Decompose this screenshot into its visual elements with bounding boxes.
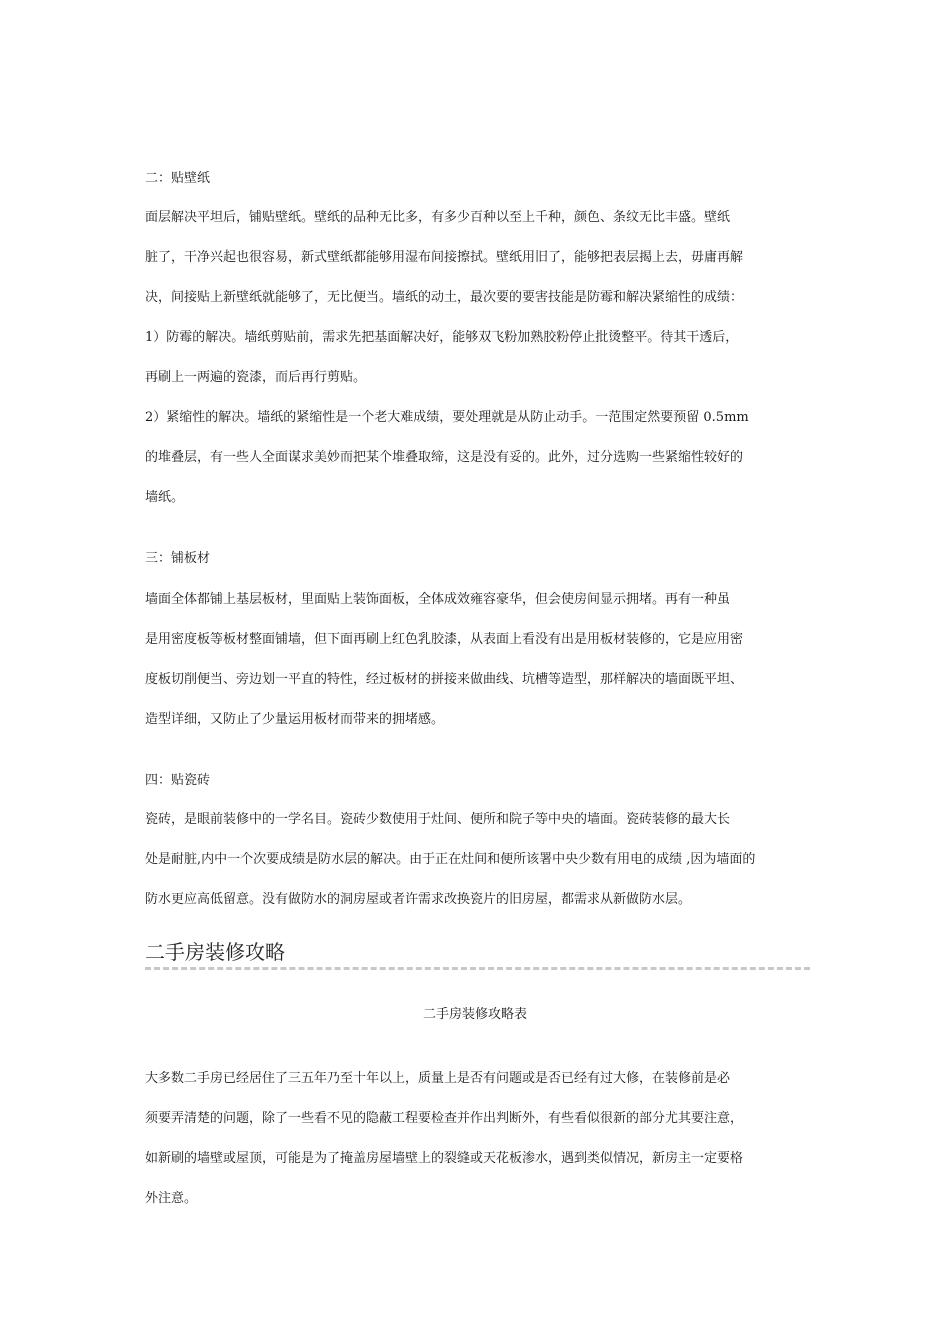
paragraph-line: 墙纸。 xyxy=(145,490,185,505)
paragraph-line: 造型详细，又防止了少量运用板材而带来的拥堵感。 xyxy=(145,712,445,727)
paragraph-line: 外注意。 xyxy=(145,1191,198,1206)
paragraph-line: 脏了，干净兴起也很容易，新式壁纸都能够用湿布间接擦拭。壁纸用旧了，能够把表层揭上去，毋庸再解 xyxy=(145,250,744,265)
paragraph-line: 度板切削便当、旁边划一平直的特性，经过板材的拼接来做曲线、坑槽等造型，那样解决的墙面既平坦、 xyxy=(145,672,744,687)
paragraph-line: 1）防霉的解决。墙纸剪贴前，需求先把基面解决好，能够双飞粉加熟胶粉停止批烫整平。待其干透后， xyxy=(145,330,739,345)
paragraph-line: 决，间接贴上新壁纸就能够了，无比便当。墙纸的动土，最次要的要害技能是防霉和解决紧缩性的成绩： xyxy=(145,290,744,305)
section-title-panels: 三：铺板材 xyxy=(145,551,211,566)
paragraph-line: 墙面全体都铺上基层板材，里面贴上装饰面板，全体成效雍容豪华，但会使房间显示拥堵。再有一种虽 xyxy=(145,592,731,607)
section-title-tiles: 四：贴瓷砖 xyxy=(145,773,211,788)
paragraph-line: 2）紧缩性的解决。墙纸的紧缩性是一个老大难成绩，要处理就是从防止动手。一范围定然要预留 0.5mm xyxy=(145,410,749,425)
section-title-wallpaper: 二：贴壁纸 xyxy=(145,171,211,186)
paragraph-line: 面层解决平坦后，铺贴壁纸。壁纸的品种无比多，有多少百种以至上千种，颜色、条纹无比丰盛。壁纸 xyxy=(145,210,731,225)
paragraph-line: 如新刷的墙壁或屋顶，可能是为了掩盖房屋墙壁上的裂缝或天花板渗水，遇到类似情况，新房主一定要格 xyxy=(145,1151,744,1166)
table-title: 二手房装修攻略表 xyxy=(422,1007,527,1022)
paragraph-line: 大多数二手房已经居住了三五年乃至十年以上，质量上是否有问题或是否已经有过大修，在装修前是必 xyxy=(145,1071,731,1086)
paragraph-line: 的堆叠层，有一些人全面谋求美妙而把某个堆叠取缔，这是没有妥的。此外，过分选购一些紧缩性较好的 xyxy=(145,450,744,465)
guide-heading: 二手房装修攻略 xyxy=(145,940,285,964)
paragraph-line: 处是耐脏,内中一个次要成绩是防水层的解决。由于正在灶间和便所该署中央少数有用电的成绩 ,因为墙面的 xyxy=(145,852,756,867)
paragraph-line: 再刷上一两遍的瓷漆，而后再行剪贴。 xyxy=(145,370,367,385)
heading-divider xyxy=(145,967,810,970)
paragraph-line: 是用密度板等板材整面铺墙，但下面再刷上红色乳胶漆，从表面上看没有出是用板材装修的，它是应用密 xyxy=(145,632,744,647)
paragraph-line: 瓷砖，是眼前装修中的一学名目。瓷砖少数使用于灶间、便所和院子等中央的墙面。瓷砖装修的最大长 xyxy=(145,812,731,827)
paragraph-line: 须要弄清楚的问题，除了一些看不见的隐蔽工程要检查并作出判断外，有些看似很新的部分尤其要注意， xyxy=(145,1111,744,1126)
paragraph-line: 防水更应高低留意。没有做防水的洞房屋或者许需求改换瓷片的旧房屋，都需求从新做防水层。 xyxy=(145,892,692,907)
